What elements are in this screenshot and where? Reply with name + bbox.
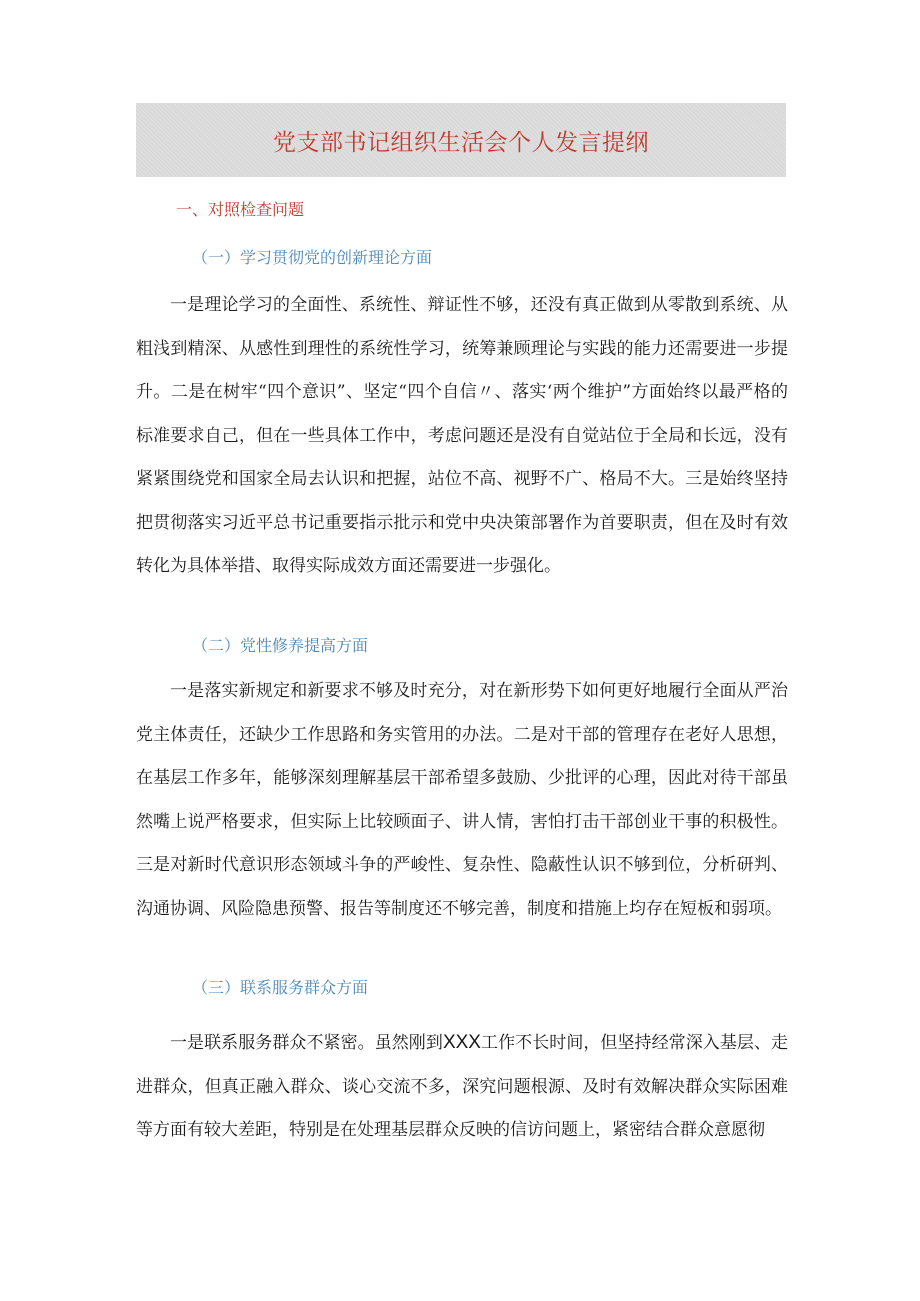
body-text-after: 工作不长时间，但坚持经常深入基层、走进群众，但真正融入群众、谈心交流不多，深究问题根源、及时有效解决群众实际困难等方面有较大差距，特别是在处理基层群众反映的信访问题上，紧密结合群众意愿彻 (136, 1033, 789, 1140)
subsection-body-3 (136, 1021, 788, 1153)
subsection-heading-1: （一）学习贯彻党的创新理论方面 (192, 248, 433, 267)
subsection-heading-3: （三）联系服务群众方面 (192, 978, 369, 997)
body-text-before: 一是联系服务群众不紧密。虽然刚到 (170, 1033, 443, 1053)
subsection-body-1: 一是理论学习的全面性、系统性、辩证性不够，还没有真正做到从零散到系统、从粗浅到精深、从感性到理性的系统性学习，统筹兼顾理论与实践的能力还需要进一步提升。二是在树牢“四个意识”、坚定“四个自信〃、落实‘两个维护”方面始终以最严格的标准要求自己，但在一些具体工作中，考虑问题还是没有自觉站位于全局和长远，没有紧紧围绕党和国家全局去认识和把握，站位不高、视野不广、格局不大。三是始终坚持把贯彻落实习近平总书记重要指示批示和党中央决策部署作为首要职责，但在及时有效转化为具体举措、取得实际成效方面还需要进一步强化。 (136, 295, 788, 576)
document-title: 党支部书记组织生活会个人发言提纲 (273, 129, 649, 156)
title-band (136, 103, 786, 177)
section-heading-1: 一、对照检查问题 (176, 200, 305, 219)
placeholder-name: XXX (442, 1032, 481, 1053)
subsection-heading-2: （二）党性修养提高方面 (192, 636, 369, 655)
subsection-body-2: 一是落实新规定和新要求不够及时充分，对在新形势下如何更好地履行全面从严治党主体责任，还缺少工作思路和务实管用的办法。二是对干部的管理存在老好人思想，在基层工作多年，能够深刻理解基层干部希望多鼓励、少批评的心理，因此对待干部虽然嘴上说严格要求，但实际上比较顾面子、讲人情，害怕打击干部创业干事的积极性。三是对新时代意识形态领域斗争的严峻性、复杂性、隐蔽性认识不够到位，分析研判、沟通协调、风险隐患预警、报告等制度还不够完善，制度和措施上均存在短板和弱项。 (136, 681, 788, 919)
